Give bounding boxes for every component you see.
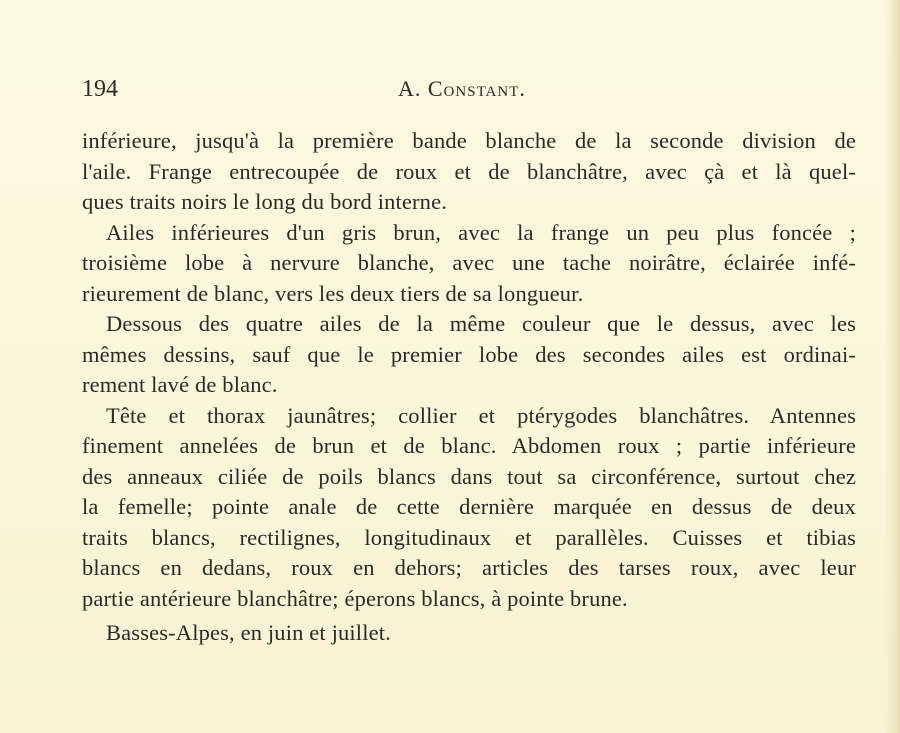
- text-line: inférieure, jusqu'à la première bande blanche de la seconde division de: [82, 128, 856, 153]
- page-edge-shadow: [886, 0, 900, 733]
- paragraph-forewing-fringe: [82, 126, 856, 218]
- paragraph-head-thorax: [82, 401, 856, 615]
- text-line: rement lavé de blanc.: [82, 372, 278, 397]
- text-line: blancs en dedans, roux en dehors; articles des tarses roux, avec leur: [82, 555, 856, 580]
- text-line: finement annelées de brun et de blanc. Abdomen roux ; partie inférieure: [82, 433, 856, 458]
- page-header: [82, 74, 862, 106]
- text-line: Dessous des quatre ailes de la même couleur que le dessus, avec les: [106, 311, 856, 336]
- paragraph-locality: [82, 618, 856, 649]
- text-line: des anneaux ciliée de poils blancs dans tout sa circonférence, surtout chez: [82, 463, 856, 489]
- text-line: partie antérieure blanchâtre; éperons blancs, à pointe brune.: [82, 585, 628, 611]
- page-number: 194: [82, 76, 118, 102]
- text-line: Basses-Alpes, en juin et juillet.: [106, 620, 391, 645]
- body-text: [82, 126, 856, 649]
- text-line: rieurement de blanc, vers les deux tiers de sa longueur.: [82, 280, 584, 306]
- text-line: l'aile. Frange entrecoupée de roux et de blanchâtre, avec çà et là quel-: [82, 158, 856, 184]
- text-line: troisième lobe à nervure blanche, avec une tache noirâtre, éclairée infé-: [82, 250, 856, 275]
- text-line: Tête et thorax jaunâtres; collier et ptérygodes blanchâtres. Antennes: [106, 402, 856, 428]
- paragraph-hindwings: [82, 218, 856, 310]
- text-line: mêmes dessins, sauf que le premier lobe des secondes ailes est ordinai-: [82, 341, 856, 367]
- text-line: Ailes inférieures d'un gris brun, avec la frange un peu plus foncée ;: [106, 219, 856, 245]
- text-line: ques traits noirs le long du bord interne.: [82, 189, 447, 214]
- text-line: la femelle; pointe anale de cette dernière marquée en dessus de deux: [82, 494, 856, 519]
- running-head: A. Constant.: [398, 76, 526, 101]
- text-line: traits blancs, rectilignes, longitudinaux et parallèles. Cuisses et tibias: [82, 524, 856, 550]
- paragraph-underside: [82, 309, 856, 401]
